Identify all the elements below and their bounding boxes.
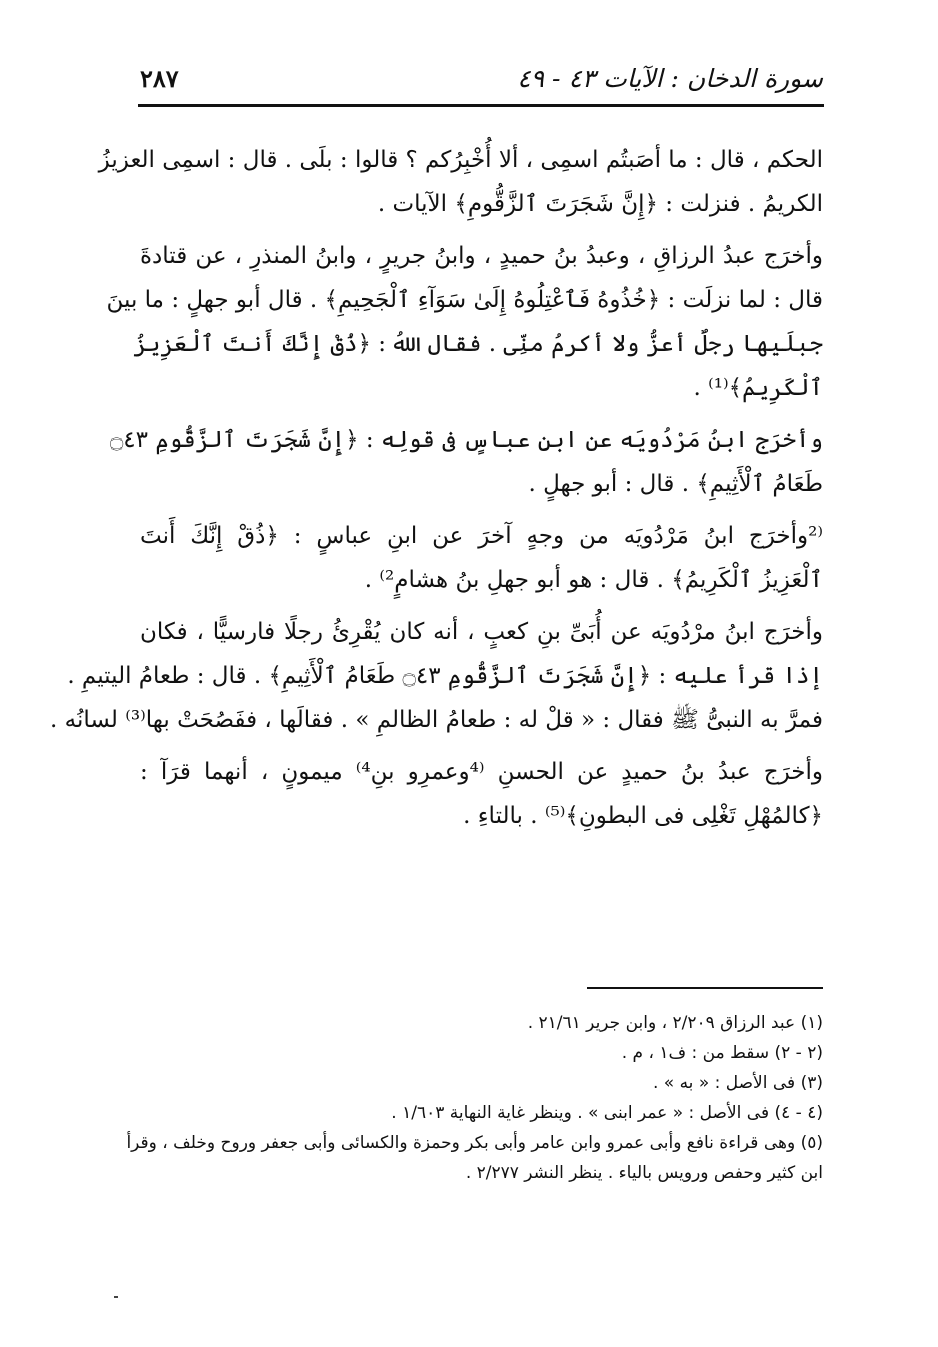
- surah-title: سورة الدخان : الآيات ٤٣ - ٤٩: [517, 63, 823, 93]
- footnote: (٥) وهى قراءة نافع وأبى عمرو وابن عامر وأبى بكر وحمزة والكسائى وأبى جعفر وروح وخلف ، وقرأ: [126, 1133, 823, 1153]
- text-line: ٱلْعَزِيزُ ٱلْكَرِيمُ﴾ . قال : هو أبو جهلِ بنُ هشامٍ²⁾ .: [364, 567, 823, 593]
- text-line: ٱلْكَرِيمُ﴾⁽¹⁾ .: [693, 375, 823, 401]
- text-line: طَعَامُ ٱلْأَثِيمِ﴾ . قال : أبو جهلٍ .: [528, 471, 823, 497]
- footnote: (٢ - ٢) سقط من : ف١ ، م .: [621, 1043, 823, 1063]
- header-rule: [138, 104, 824, 107]
- text-line: الكريمُ . فنزلت : ﴿إِنَّ شَجَرَتَ ٱلزَّقُّومِ﴾ الآيات .: [377, 191, 823, 217]
- footnote-rule: [587, 987, 823, 989]
- text-line: وأخرَج ابنُ مرْدُويَه عن أُبَىِّ بنِ كعبٍ ، أنه كان يُقْرِئُ رجلًا فارسيًّا ، فكان: [140, 619, 823, 645]
- paragraph-2: [106, 234, 823, 410]
- scan-speck: [114, 1296, 118, 1298]
- text-line: ﴿كالمُهْلِ تَغْلِى فى البطونِ﴾⁽⁵⁾ . بالتاءِ .: [463, 803, 823, 829]
- footnotes: [126, 1008, 823, 1188]
- text-line: وأخرَج ابنُ مَرْدُويَه عن ابنِ عباسٍ فى قولِه : ﴿إِنَّ شَجَرَتَ ٱلزَّقُّومِ ۝٤٣: [109, 427, 823, 453]
- footnote: (٤ - ٤) فى الأصل : « عمر ابنى » . وينظر غاية النهاية ١/٦٠٣ .: [391, 1103, 823, 1123]
- text-line: ⁽²وأخرَج ابنُ مَرْدُويَه من وجهٍ آخرَ عن ابنِ عباسٍ : ﴿ذُقْ إِنَّكَ أَنتَ: [140, 523, 823, 549]
- text-line: الحكم ، قال : ما أصَبتُم اسمِى ، ألا أُخْبِرُكم ؟ قالوا : بلَى . قال : اسمِى العزيزُ: [98, 147, 823, 173]
- paragraph-4: [140, 514, 823, 602]
- text-line: جبلَيها رجلٌ أعزُّ ولا أكرمُ منِّى . فقال اللهُ : ﴿ذُقْ إِنَّكَ أَنتَ ٱلْعَزِيزُ: [133, 331, 823, 357]
- text-line: قال : لما نزلَت : ﴿خُذُوهُ فَٱعْتِلُوهُ إِلَىٰ سَوَآءِ ٱلْجَحِيمِ﴾ . قال أبو جهلٍ : ما بينَ: [106, 287, 823, 313]
- footnote: (٣) فى الأصل : « به » .: [652, 1073, 823, 1093]
- paragraph-3: [109, 418, 823, 506]
- paragraph-1: [98, 138, 823, 226]
- main-text: [50, 138, 823, 846]
- text-line: إذا قرأ عليه : ﴿إِنَّ شَجَرَتَ ٱلزَّقُّومِ ۝٤٣ طَعَامُ ٱلْأَثِيمِ﴾ . قال : طعامُ اليتيمِ .: [67, 663, 823, 689]
- text-line: وأخرَج عبدُ بنُ حميدٍ عن الحسنِ ⁽⁴وعمرِو بنِ⁴⁾ ميمونٍ ، أنهما قرَآ :: [140, 759, 823, 785]
- footnote: (١) عبد الرزاق ٢/٢٠٩ ، وابن جرير ٢١/٦١ .: [527, 1013, 823, 1033]
- page-number: ٢٨٧: [140, 63, 179, 93]
- paragraph-5: [50, 610, 823, 742]
- footnote: ابن كثير وحفص ورويس بالياء . ينظر النشر ٢/٢٧٧ .: [465, 1163, 823, 1183]
- paragraph-6: [140, 750, 823, 838]
- text-line: وأخرَج عبدُ الرزاقِ ، وعبدُ بنُ حميدٍ ، وابنُ جريرٍ ، وابنُ المنذرِ ، عن قتادةَ: [140, 243, 823, 269]
- running-header: [140, 58, 823, 98]
- text-line: فمرَّ به النبىُّ ﷺ فقال : « قلْ له : طعامُ الظالمِ » . فقالَها ، ففَصُحَتْ بها⁽³⁾ لسانُه .: [50, 707, 823, 733]
